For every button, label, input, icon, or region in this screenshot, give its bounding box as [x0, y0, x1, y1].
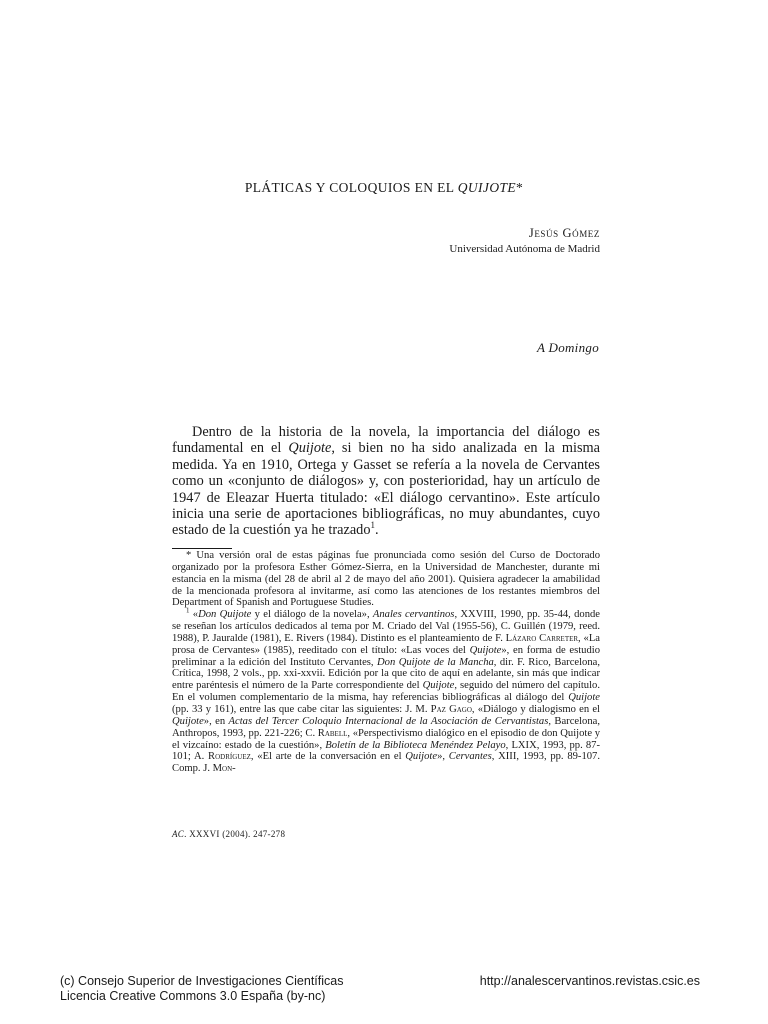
title-footnote-mark: *: [516, 180, 524, 195]
footnote-ref-1[interactable]: 1: [370, 520, 375, 531]
title-italic: QUIJOTE: [457, 180, 517, 195]
body-paragraph: [172, 424, 600, 539]
body-text-3: .: [374, 522, 379, 539]
footnote-rule: [172, 548, 232, 549]
journal-reference: [172, 829, 285, 839]
footnote-star: * Una versión oral de estas páginas fue pronunciada como sesión del Curso de Doctorado organizado por la profesora Esther Gómez-Sierra, en la Universidad de Manchester, durante mi estancia en la misma (del 28 de abril al 2 de mayo del año 2001). Quisiera agradecer la amabilidad de la mencionada profesora al invitarme, así como las atenciones de los restantes miembros del Department of Spanish and Portuguese Studies.: [172, 550, 600, 609]
author-affiliation: Universidad Autónoma de Madrid: [449, 243, 600, 255]
title-text: PLÁTICAS Y COLOQUIOS EN EL: [244, 180, 458, 195]
journal-abbr: AC: [172, 829, 185, 839]
footnote-1: $^1$ «Don Quijote y el diálogo de la novela», Anales cervantinos, XXVIII, 1990, pp. 35-44, donde se reseñan los artículos dedicados al tema por M. Criado del Val (1955-56), C. Guillén (1979, reed. 1988), P. Jauralde (1981), E. Rivers (1984). Distinto es el planteamiento de F. Lázaro Carreter, «La prosa de Cervantes» (1985), reeditado con el título: «Las voces del Quijote», en forma de estudio preliminar a la edición del Instituto Cervantes, Don Quijote de la Mancha, dir. F. Rico, Barcelona, Crítica, 1998, 2 vols., pp. xxi-xxvii. Edición por la que cito de aquí en adelante, sin más que indicar entre paréntesis el número de la Parte correspondiente del Quijote, seguido del número del capítulo. En el volumen complementario de la misma, hay referencias bibliográficas al diálogo del Quijote (pp. 33 y 161), entre las que cabe citar las siguientes: J. M. Paz Gago, «Diálogo y dialogismo en el Quijote», en Actas del Tercer Coloquio Internacional de la Asociación de Cervantistas, Barcelona, Anthropos, 1993, pp. 221-226; C. Rabell, «Perspectivismo dialógico en el episodio de don Quijote y el vizcaíno: estado de la cuestión», Boletín de la Biblioteca Menéndez Pelayo, LXIX, 1993, pp. 87-101; A. Rodríguez, «El arte de la conversación en el Quijote», Cervantes, XIII, 1993, pp. 89-107. Comp. J. Mon-: [172, 606, 601, 775]
footnotes: [172, 550, 600, 775]
body-text-2: , si bien no ha sido analizada en la misma medida. Ya en 1910, Ortega y Gasset se refería a la novela de Cervantes como un «conjunto de diálogos» y, con posterioridad, hay un artículo de 1947 de Eleazar Huerta titulado: «El diálogo cervantino». Este artículo inicia una serie de aportaciones bibliográficas, no muy abundantes, cuyo estado de la cuestión ya he trazado: [172, 440, 600, 539]
body-italic-1: Quijote: [288, 440, 332, 457]
footnote-1-number: 1: [186, 606, 190, 615]
author-block: [449, 225, 600, 257]
article-title: [0, 180, 768, 196]
copyright-line: (c) Consejo Superior de Investigaciones Científicas: [60, 974, 344, 988]
license-footer: [60, 974, 700, 1004]
dedication: A Domingo: [536, 340, 599, 355]
license-line: Licencia Creative Commons 3.0 España (by-nc): [60, 989, 326, 1003]
body-text-1: Dentro de la historia de la novela, la importancia del diálogo es fundamental en el: [172, 424, 600, 457]
journal-volume-pages: . XXXVI (2004). 247-278: [184, 829, 286, 839]
journal-url-link[interactable]: http://analescervantinos.revistas.csic.es: [479, 974, 700, 988]
author-name: Jesús Gómez: [528, 226, 600, 240]
